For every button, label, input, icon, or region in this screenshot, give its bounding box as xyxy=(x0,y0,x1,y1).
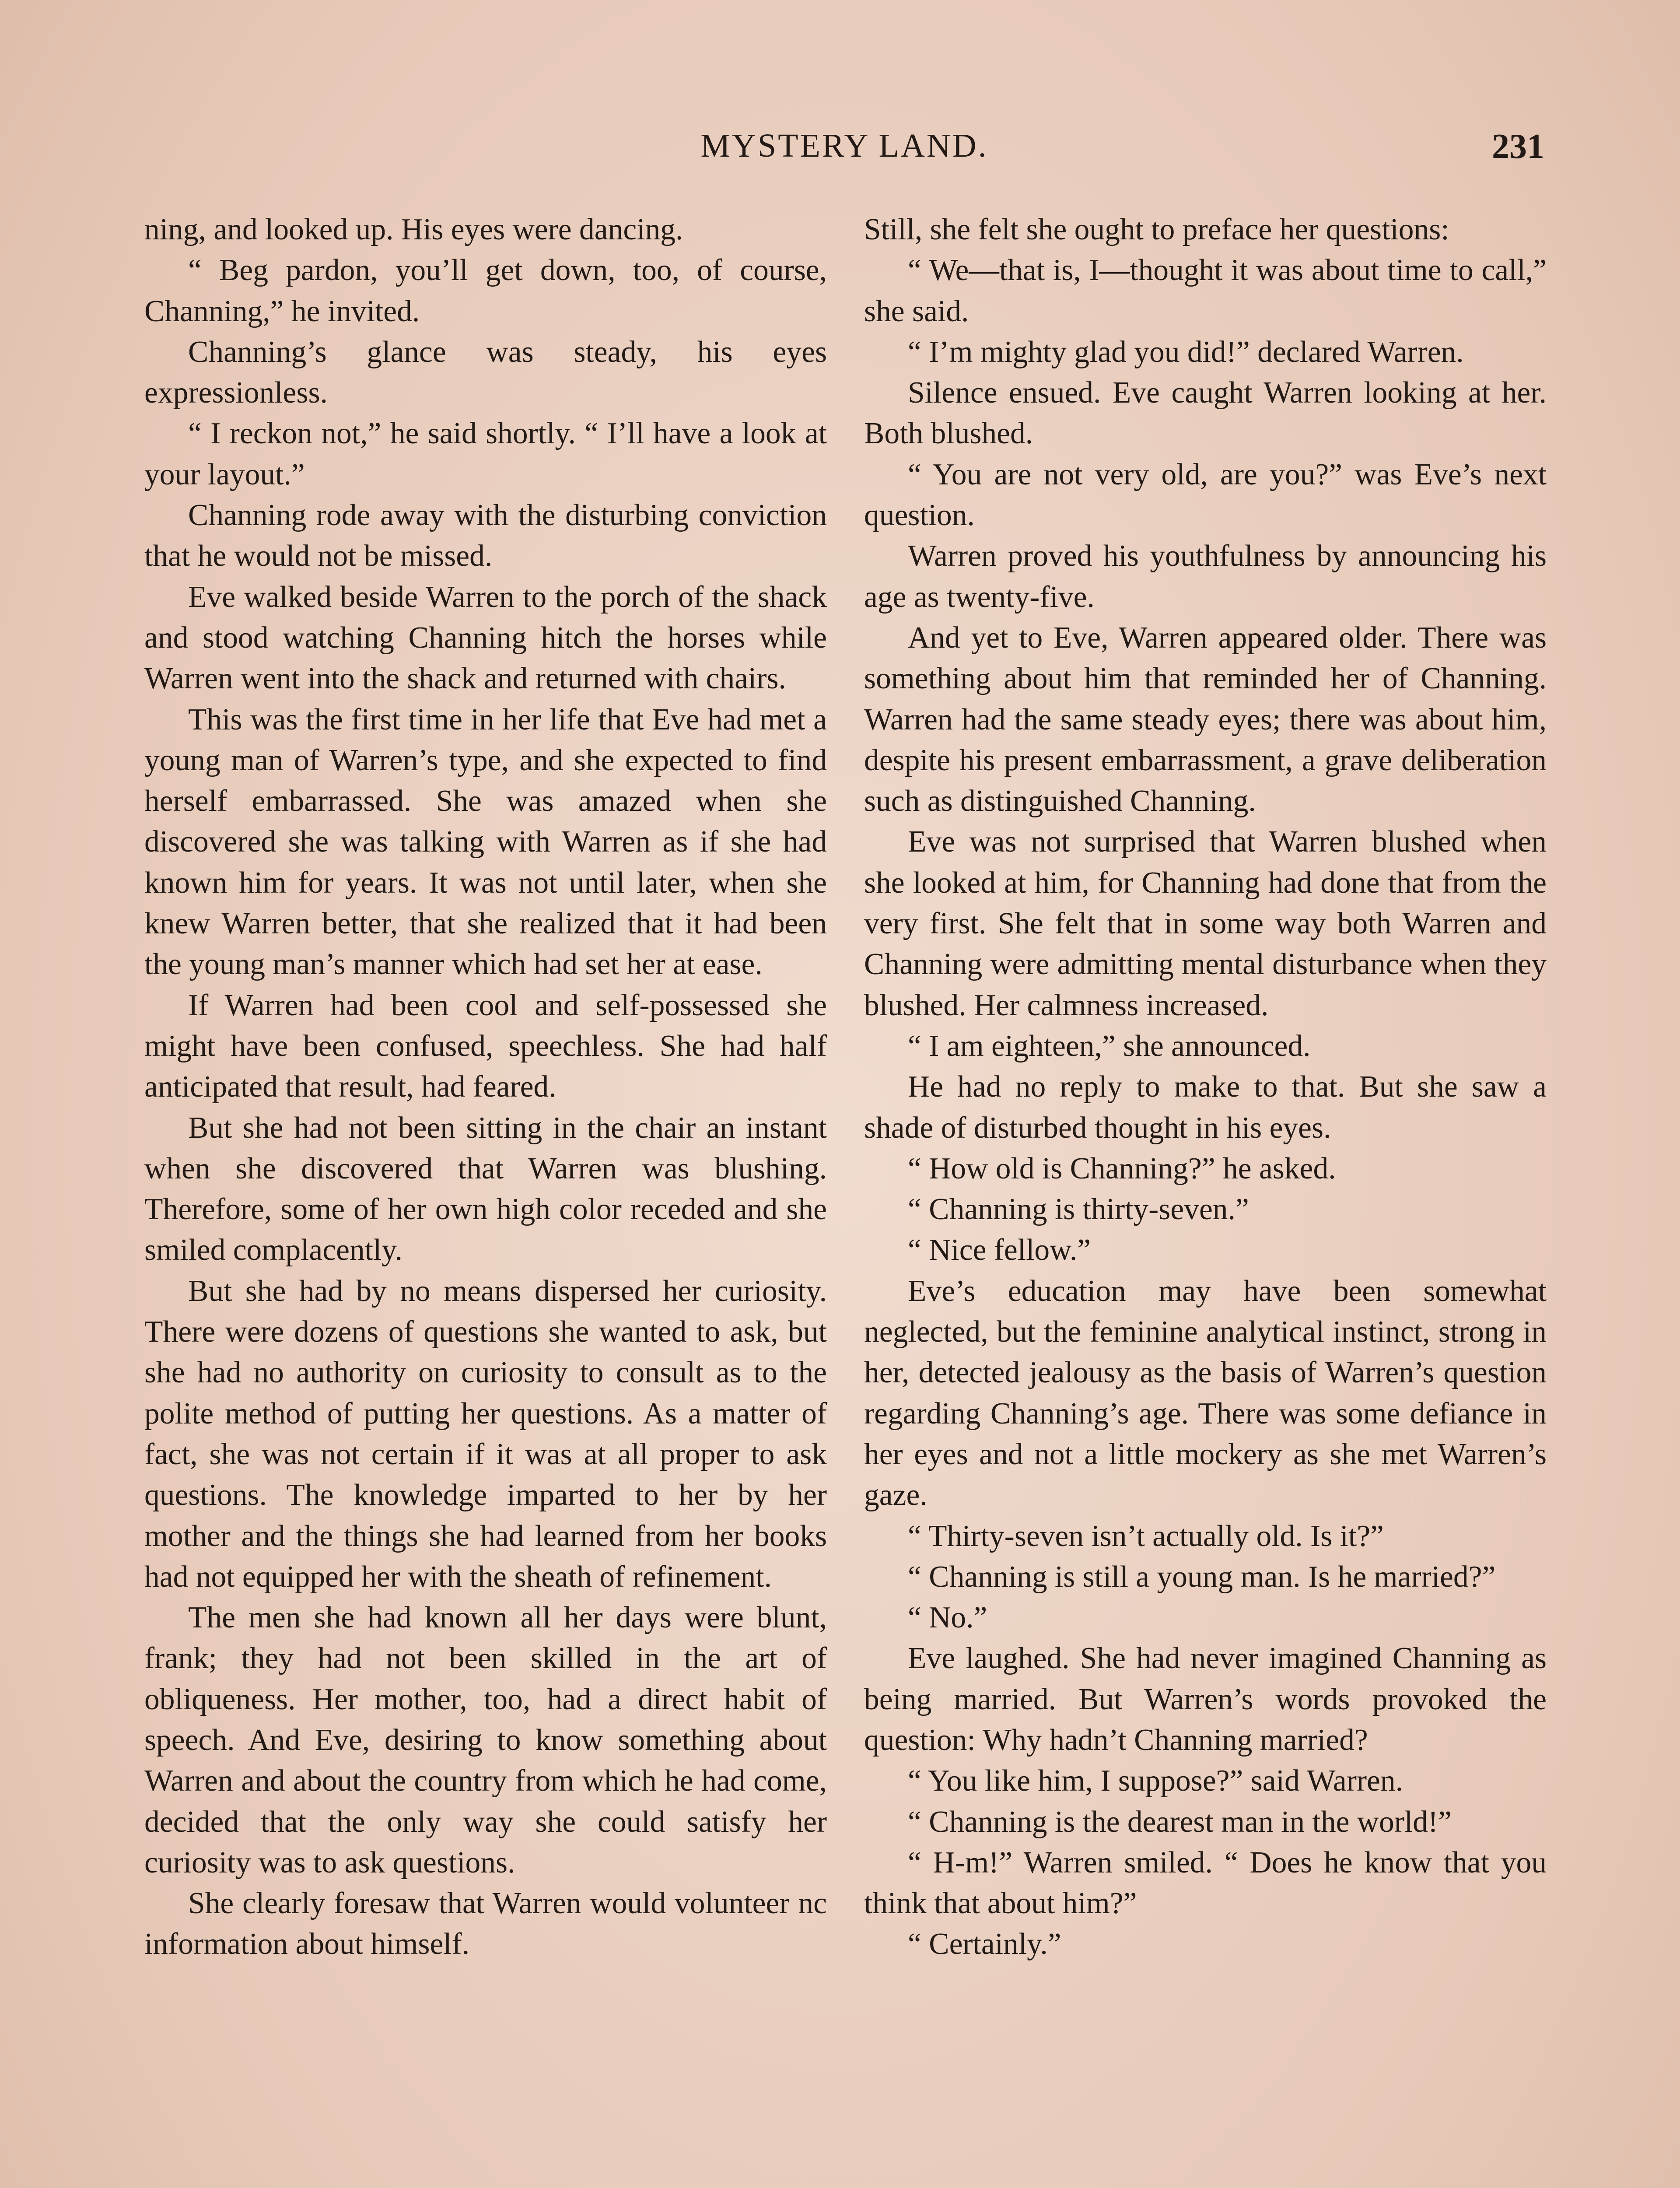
paragraph: Warren proved his youthfulness by announcing his age as twenty-five. xyxy=(864,539,1547,614)
paragraph: “ No.” xyxy=(908,1601,987,1635)
paragraph: Still, she felt she ought to preface her questions: xyxy=(864,213,1449,246)
paragraph: Eve was not surprised that Warren blushed when she looked at him, for Channing had done that from the very first. She felt that in some way both Warren and Channing were admitting mental disturbance when they blushed. Her calmness increased. xyxy=(864,825,1547,1022)
paragraph: She clearly foresaw that Warren would volunteer nc information about himself. xyxy=(144,1886,827,1961)
paragraph: “ You like him, I suppose?” said Warren. xyxy=(908,1764,1403,1798)
paragraph: This was the first time in her life that Eve had met a young man of Warren’s type, and she expected to find herself embarrassed. She was amazed when she discovered she was talking with Warren as if she had known him for years. It was not until later, when she knew Warren better, that she realized that it had been the young man’s manner which had set her at ease. xyxy=(144,702,827,982)
paragraph: If Warren had been cool and self-possessed she might have been confused, speechless. She had half anticipated that result, had feared. xyxy=(144,988,827,1104)
left-column xyxy=(144,209,827,1965)
paragraph: “ Channing is thirty-seven.” xyxy=(908,1192,1249,1227)
paragraph: “ I’m mighty glad you did!” declared Warren. xyxy=(908,335,1464,369)
paragraph: “ I am eighteen,” she announced. xyxy=(908,1029,1311,1063)
paragraph: “ Nice fellow.” xyxy=(908,1233,1091,1267)
paragraph: “ Certainly.” xyxy=(908,1927,1061,1961)
paragraph: Eve walked beside Warren to the porch of the shack and stood watching Channing hitch the horses while Warren went into the shack and returned with chairs. xyxy=(144,580,827,696)
paragraph: Silence ensued. Eve caught Warren looking at her. Both blushed. xyxy=(864,376,1547,451)
paragraph: “ How old is Channing?” he asked. xyxy=(908,1151,1336,1185)
paragraph: “ Channing is still a young man. Is he married?” xyxy=(908,1560,1496,1594)
paragraph: But she had by no means dispersed her curiosity. There were dozens of questions she wanted to ask, but she had no authority on curiosity to consult as to the polite method of putting her questions. As a matter of fact, she was not certain if it was at all proper to ask questions. The knowledge imparted to her by her mother and the things she had learned from her books had not equipped her with the sheath of refinement. xyxy=(144,1274,827,1594)
paragraph: “ We—that is, I—thought it was about time to call,” she said. xyxy=(864,253,1547,328)
paragraph: “ Beg pardon, you’ll get down, too, of course, Channing,” he invited. xyxy=(144,253,827,328)
paragraph: Channing’s glance was steady, his eyes expressionless. xyxy=(144,335,827,410)
paragraph: “ You are not very old, are you?” was Eve’s next question. xyxy=(864,457,1547,533)
right-column xyxy=(864,209,1547,1965)
paragraph: “ Thirty-seven isn’t actually old. Is it?” xyxy=(908,1519,1384,1553)
page-header xyxy=(144,127,1544,179)
paragraph: Eve’s education may have been somewhat neglected, but the feminine analytical instinct, strong in her, detected jealousy as the basis of Warren’s question regarding Channing’s age. There was some defiance in her eyes and not a little mockery as she met Warren’s gaze. xyxy=(864,1274,1547,1512)
paragraph: Eve laughed. She had never imagined Channing as being married. But Warren’s words provoked the question: Why hadn’t Channing married? xyxy=(864,1641,1547,1757)
paragraph: “ H-m!” Warren smiled. “ Does he know that you think that about him?” xyxy=(864,1845,1547,1921)
paragraph: The men she had known all her days were blunt, frank; they had not been skilled in the art of obliqueness. Her mother, too, had a direct habit of speech. And Eve, desiring to know something about Warren and about the country from which he had come, decided that the only way she could satisfy her curiosity was to ask questions. xyxy=(144,1601,827,1879)
running-title: MYSTERY LAND. xyxy=(700,127,988,164)
paragraph: He had no reply to make to that. But she saw a shade of disturbed thought in his eyes. xyxy=(864,1070,1547,1145)
paragraph: Channing rode away with the disturbing conviction that he would not be missed. xyxy=(144,498,827,573)
paragraph: “ I reckon not,” he said shortly. “ I’ll have a look at your layout.” xyxy=(144,417,827,491)
paragraph: And yet to Eve, Warren appeared older. There was something about him that reminded her of Channing. Warren had the same steady eyes; there was about him, despite his present embarrassment, a grave deliberation such as distinguished Channing. xyxy=(864,621,1547,818)
paragraph: “ Channing is the dearest man in the world!” xyxy=(908,1805,1452,1839)
paragraph: But she had not been sitting in the chair an instant when she discovered that Warren was blushing. Therefore, some of her own high color receded and she smiled complacently. xyxy=(144,1111,827,1267)
page-number: 231 xyxy=(1492,127,1544,166)
paragraph: ning, and looked up. His eyes were dancing. xyxy=(144,213,683,246)
